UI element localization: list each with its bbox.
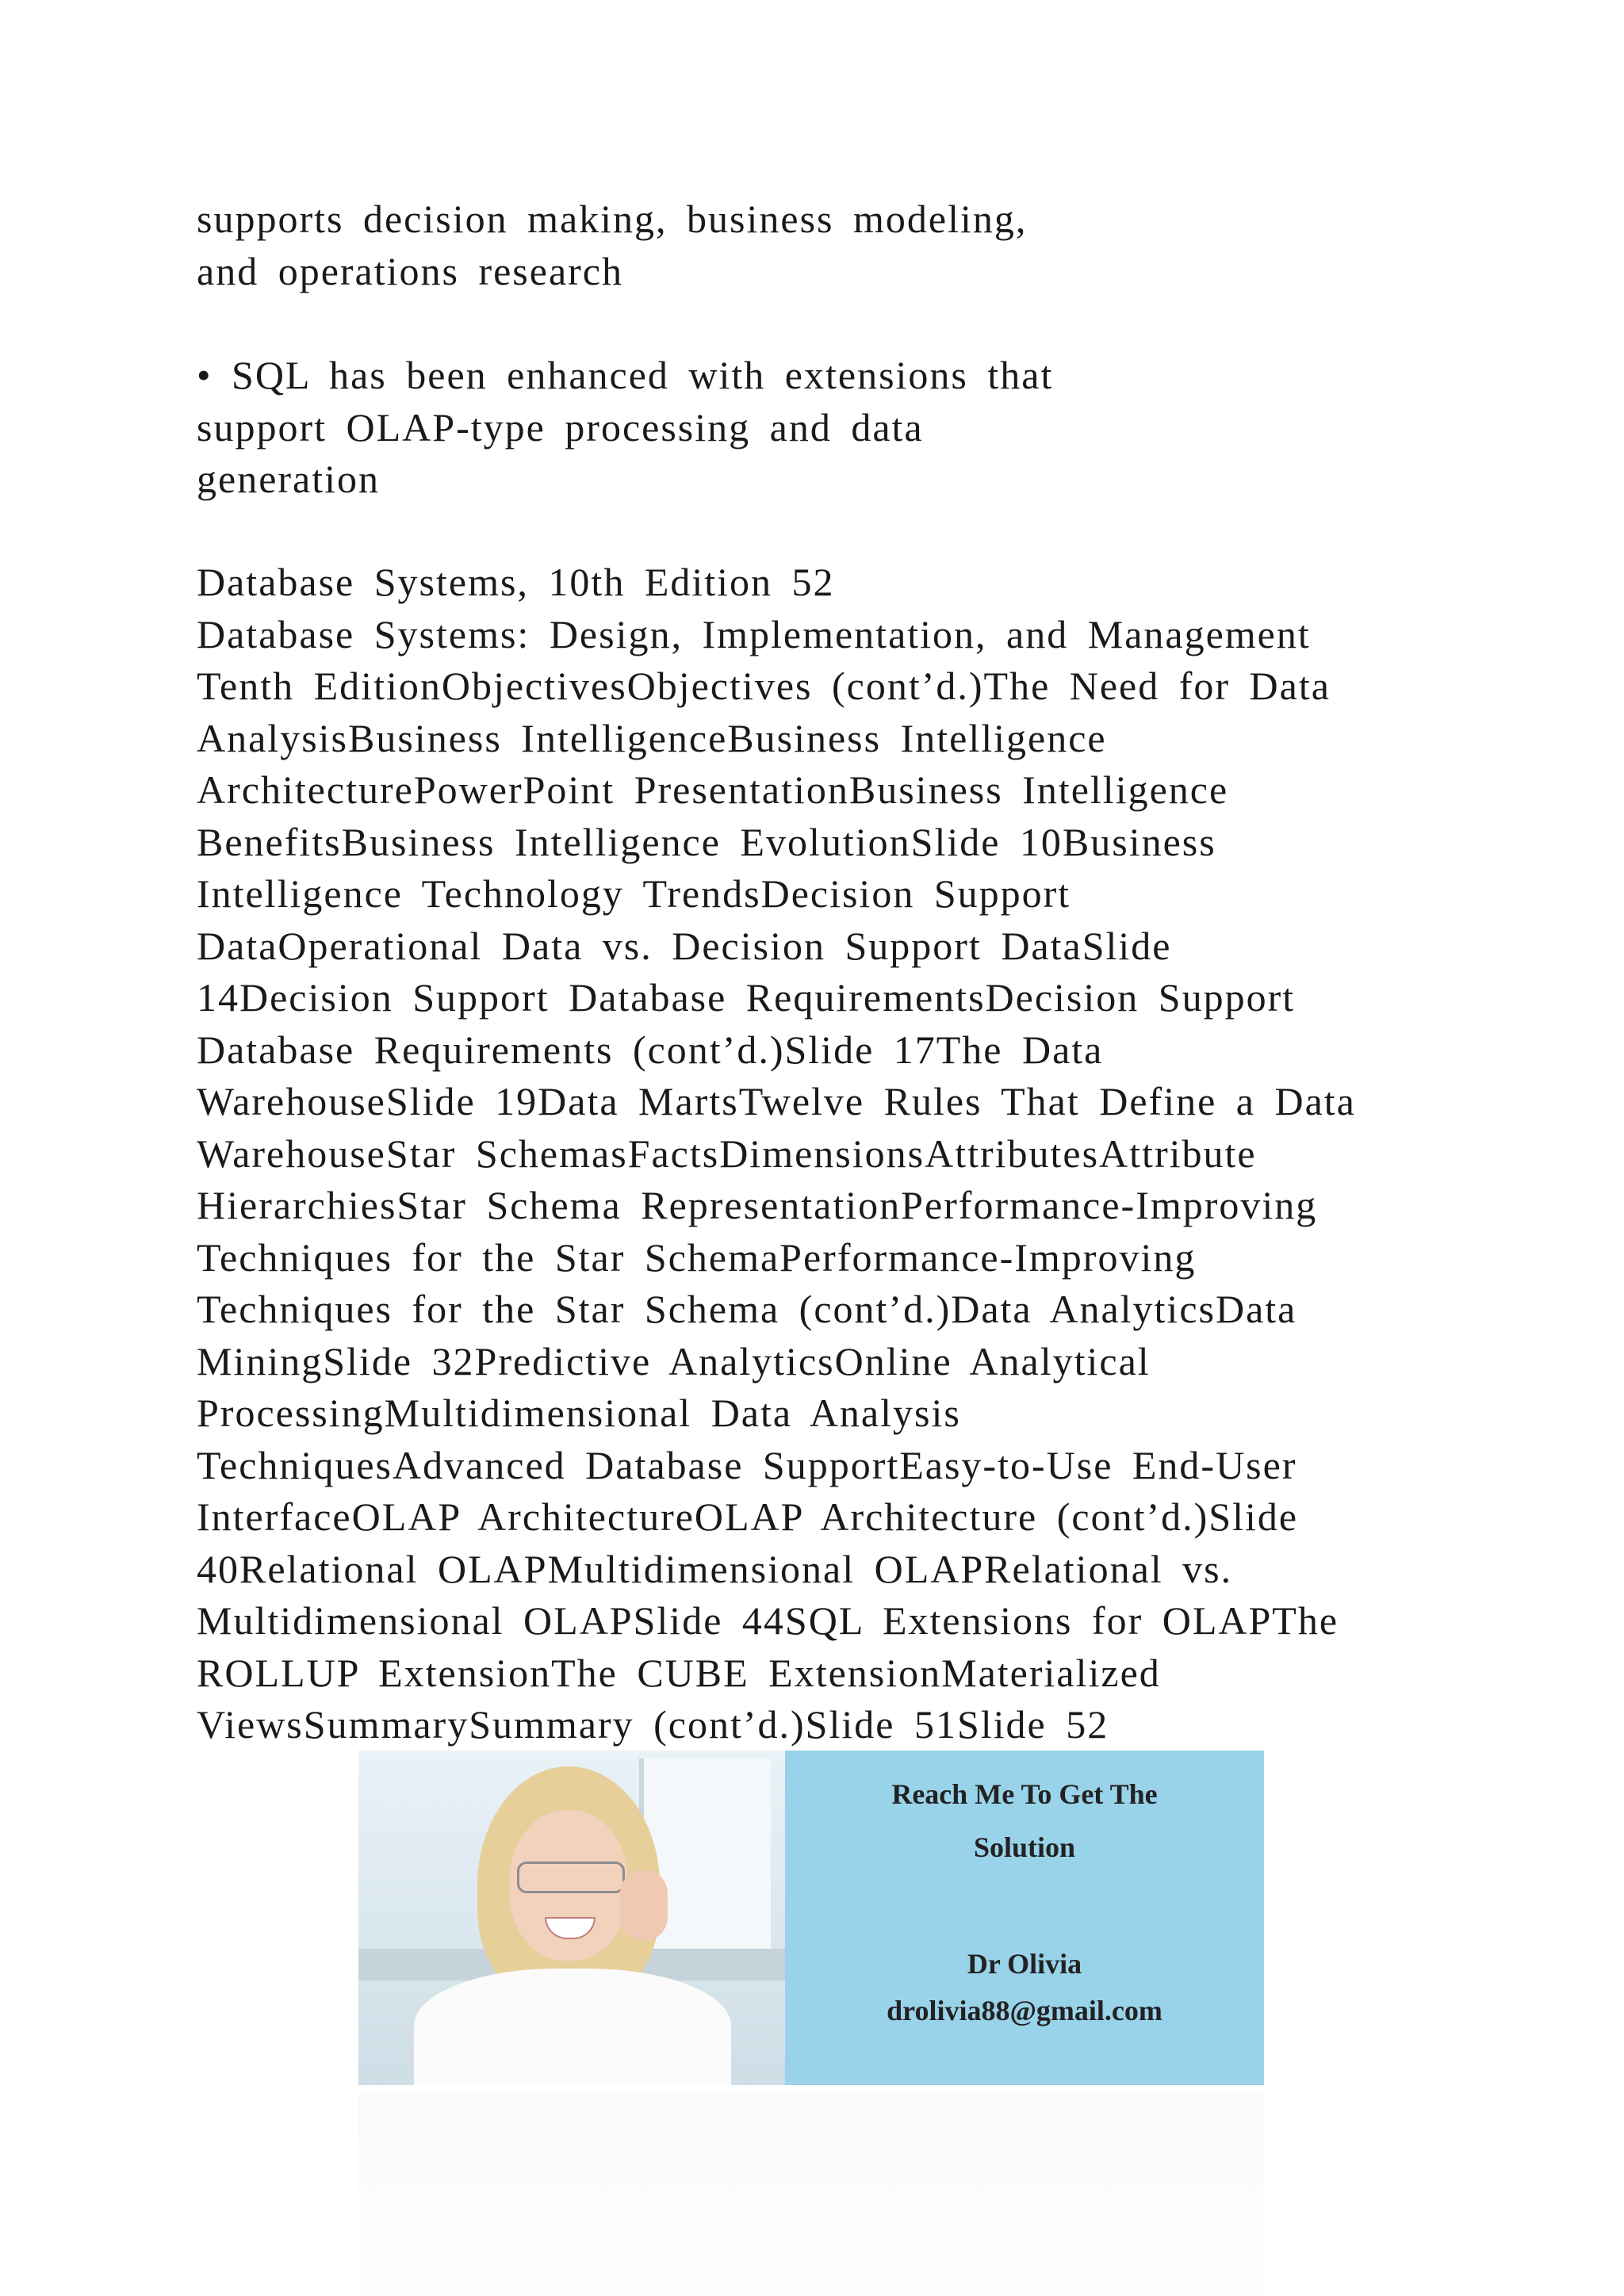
- toc-line: Multidimensional OLAPSlide 44SQL Extensions for OLAPThe: [197, 1598, 1339, 1643]
- contact-banner: [358, 1751, 1264, 2085]
- contact-name: Dr Olivia: [967, 1948, 1082, 1980]
- woman-photo: [358, 1751, 785, 2085]
- bullet-line: • SQL has been enhanced with extensions that: [197, 353, 1054, 397]
- toc-line: ProcessingMultidimensional Data Analysis: [197, 1391, 961, 1435]
- toc-line: Database Systems, 10th Edition 52: [197, 560, 835, 604]
- toc-line: ViewsSummarySummary (cont’d.)Slide 51Slide 52: [197, 1702, 1109, 1747]
- toc-line: TechniquesAdvanced Database SupportEasy-to-Use End-User: [197, 1442, 1297, 1487]
- glasses-shape: [517, 1862, 625, 1893]
- bullet-paragraph: [197, 350, 1053, 506]
- contact-email: drolivia88@gmail.com: [887, 1995, 1162, 2026]
- intro-line: and operations research: [197, 248, 623, 293]
- toc-line: 40Relational OLAPMultidimensional OLAPRelational vs.: [197, 1546, 1233, 1591]
- faded-image-area: [358, 2093, 1264, 2296]
- toc-line: 14Decision Support Database RequirementsDecision Support: [197, 975, 1296, 1020]
- toc-line: Tenth EditionObjectivesObjectives (cont’d.)The Need for Data: [197, 664, 1331, 708]
- toc-line: Database Systems: Design, Implementation, and Management: [197, 611, 1311, 656]
- toc-line: Database Requirements (cont’d.)Slide 17The Data: [197, 1027, 1104, 1072]
- toc-line: WarehouseStar SchemasFactsDimensionsAttributesAttribute: [197, 1131, 1257, 1176]
- toc-line: MiningSlide 32Predictive AnalyticsOnline Analytical: [197, 1338, 1151, 1383]
- toc-line: Techniques for the Star Schema (cont’d.)Data AnalyticsData: [197, 1287, 1297, 1331]
- toc-line: WarehouseSlide 19Data MartsTwelve Rules That Define a Data: [197, 1079, 1356, 1123]
- intro-line: supports decision making, business modeling,: [197, 197, 1028, 241]
- contact-heading-line2: Solution: [973, 1831, 1076, 1863]
- toc-line: Intelligence Technology TrendsDecision Support: [197, 871, 1071, 916]
- toc-line: DataOperational Data vs. Decision Support DataSlide: [197, 923, 1172, 968]
- intro-paragraph: [197, 193, 1027, 297]
- slide-index-paragraph: [197, 557, 1356, 1751]
- hand-shape: [620, 1869, 668, 1941]
- toc-line: AnalysisBusiness IntelligenceBusiness Intelligence: [197, 715, 1107, 760]
- toc-line: BenefitsBusiness Intelligence EvolutionSlide 10Business: [197, 819, 1216, 864]
- bullet-line: generation: [197, 457, 381, 501]
- toc-line: InterfaceOLAP ArchitectureOLAP Architecture (cont’d.)Slide: [197, 1494, 1299, 1539]
- toc-line: ROLLUP ExtensionThe CUBE ExtensionMaterialized: [197, 1650, 1161, 1695]
- toc-line: Techniques for the Star SchemaPerformance-Improving: [197, 1234, 1197, 1280]
- contact-heading-line1: Reach Me To Get The: [891, 1778, 1158, 1810]
- toc-line: ArchitecturePowerPoint PresentationBusiness Intelligence: [197, 767, 1229, 812]
- shirt-shape: [414, 1969, 731, 2085]
- contact-panel: [785, 1751, 1264, 2085]
- bullet-line: support OLAP-type processing and data: [197, 404, 924, 450]
- toc-line: HierarchiesStar Schema RepresentationPerformance-Improving: [197, 1183, 1318, 1227]
